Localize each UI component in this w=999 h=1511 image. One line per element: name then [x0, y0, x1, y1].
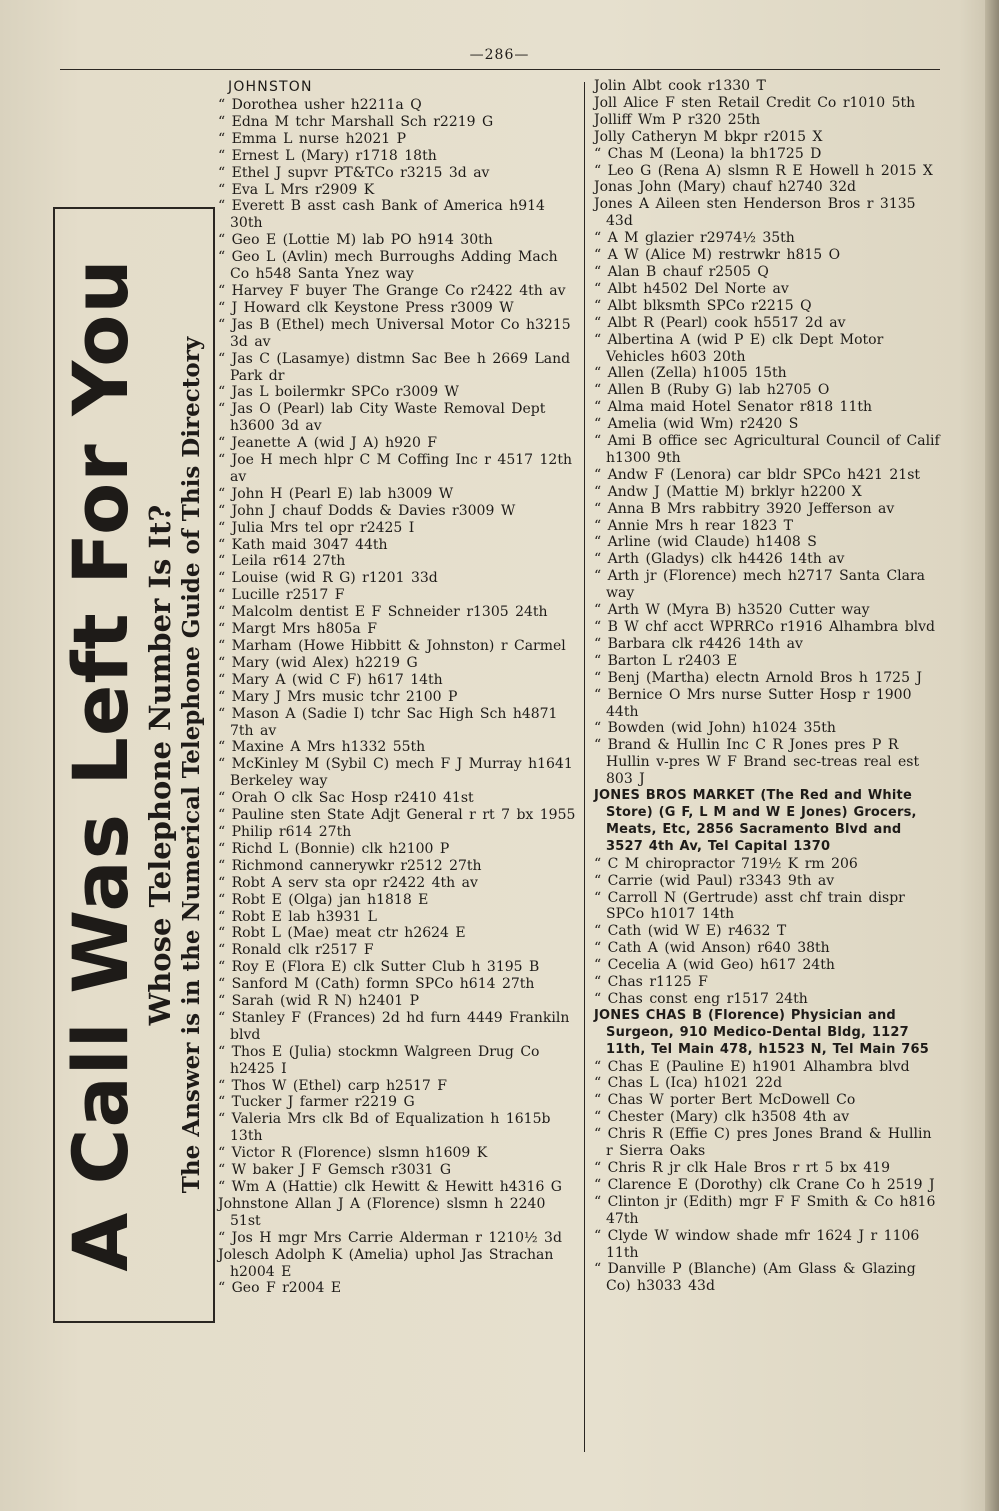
- directory-entry: “ Robt E (Olga) jan h1818 E: [218, 891, 429, 908]
- directory-entry: “ Cecelia A (wid Geo) h617 24th: [594, 957, 835, 974]
- directory-entry: “ Allen B (Ruby G) lab h2705 O: [594, 382, 830, 399]
- directory-entry: “ Mary J Mrs music tchr 2100 P: [218, 688, 458, 705]
- directory-entry: “ Roy E (Flora E) clk Sutter Club h 3195 B: [218, 959, 540, 976]
- directory-entry: “ Arline (wid Claude) h1408 S: [594, 534, 817, 551]
- directory-entry: “ Philip r614 27th: [218, 823, 352, 840]
- directory-entry: “ Mason A (Sadie I) tchr Sac High Sch h4871 7th av: [218, 705, 564, 739]
- directory-entry: “ Lucille r2517 F: [218, 587, 345, 604]
- directory-entry: “ Stanley F (Frances) 2d hd furn 4449 Frankiln blvd: [218, 1009, 576, 1043]
- directory-entry: “ Kath maid 3047 44th: [218, 536, 388, 553]
- ad-tagline: The Answer is in the Numerical Telephone Guide of This Directory: [178, 336, 205, 1194]
- left-column: [218, 78, 580, 1297]
- directory-entry: “ Robt L (Mae) meat ctr h2624 E: [218, 925, 466, 942]
- directory-entry: “ Chris R (Effie C) pres Jones Brand & Hullin r Sierra Oaks: [594, 1126, 938, 1160]
- directory-entry: “ Wm A (Hattie) clk Hewitt & Hewitt h4316 G: [218, 1179, 562, 1195]
- directory-entry: “ Jas C (Lasamye) distmn Sac Bee h 2669 Land Park dr: [218, 350, 577, 384]
- directory-entry: “ Robt E lab h3931 L: [218, 908, 377, 925]
- directory-entry: “ Ernest L (Mary) r1718 18th: [218, 147, 437, 164]
- directory-entry: “ Ronald clk r2517 F: [218, 942, 374, 959]
- directory-entry: “ Jas L boilermkr SPCo r3009 W: [218, 384, 459, 401]
- directory-entry: “ Leila r614 27th: [218, 553, 346, 570]
- directory-entry: “ Mary (wid Alex) h2219 G: [218, 654, 418, 671]
- directory-entry: “ Victor R (Florence) slsmn h1609 K: [218, 1145, 488, 1162]
- directory-entry: “ Jos H mgr Mrs Carrie Alderman r 1210½ 3d: [218, 1229, 562, 1246]
- directory-entry: Jolliff Wm P r320 25th: [594, 111, 761, 128]
- directory-entry: “ Albertina A (wid P E) clk Dept Motor Vehicles h603 20th: [594, 331, 890, 365]
- page-number: —286—: [469, 47, 530, 63]
- directory-entry: “ Barton L r2403 E: [594, 652, 738, 669]
- right-column: [594, 78, 947, 1295]
- directory-entry: “ Geo E (Lottie M) lab PO h914 30th: [218, 232, 493, 249]
- left-entry-list: [218, 97, 580, 1297]
- surname-heading: JOHNSTON: [228, 79, 313, 95]
- directory-entry: “ Chas r1125 F: [594, 974, 708, 991]
- directory-entry: “ Richd L (Bonnie) clk h2100 P: [218, 840, 450, 857]
- directory-entry: “ Chas const eng r1517 24th: [594, 990, 808, 1007]
- directory-entry: “ Alma maid Hotel Senator r818 11th: [594, 399, 873, 416]
- directory-entry: “ Julia Mrs tel opr r2425 I: [218, 519, 415, 536]
- directory-entry: “ B W chf acct WPRRCo r1916 Alhambra blvd: [594, 619, 936, 635]
- directory-entry: “ Valeria Mrs clk Bd of Equalization h 1615b 13th: [218, 1111, 557, 1145]
- directory-entry: Johnstone Allan J A (Florence) slsmn h 2240 51st: [218, 1195, 552, 1229]
- advertisement-text: [56, 220, 209, 1310]
- directory-entry: “ John H (Pearl E) lab h3009 W: [218, 485, 454, 502]
- directory-entry: Joll Alice F sten Retail Credit Co r1010 5th: [594, 94, 916, 111]
- directory-entry: “ Brand & Hullin Inc C R Jones pres P R Hullin v-pres W F Brand sec-treas real est 803 J: [594, 737, 926, 788]
- directory-entry: “ Mary A (wid C F) h617 14th: [218, 671, 443, 688]
- directory-entry: Jonas John (Mary) chauf h2740 32d: [594, 179, 856, 196]
- directory-entry: “ Benj (Martha) electn Arnold Bros h 1725 J: [594, 669, 923, 686]
- directory-entry: “ Sanford M (Cath) formn SPCo h614 27th: [218, 976, 535, 993]
- directory-entry: “ Louise (wid R G) r1201 33d: [218, 570, 438, 587]
- directory-entry: “ Malcolm dentist E F Schneider r1305 24th: [218, 604, 548, 621]
- directory-entry: “ Edna M tchr Marshall Sch r2219 G: [218, 113, 494, 130]
- directory-entry: “ Alan B chauf r2505 Q: [594, 263, 769, 280]
- directory-entry: “ Clinton jr (Edith) mgr F F Smith & Co h816 47th: [594, 1193, 942, 1227]
- directory-entry: “ Albt R (Pearl) cook h5517 2d av: [594, 314, 846, 331]
- directory-entry: “ Leo G (Rena A) slsmn R E Howell h 2015 X: [594, 162, 933, 179]
- directory-entry: “ Carrie (wid Paul) r3343 9th av: [594, 872, 835, 889]
- directory-entry: “ McKinley M (Sybil C) mech F J Murray h1641 Berkeley way: [218, 756, 580, 790]
- directory-entry: “ Sarah (wid R N) h2401 P: [218, 993, 420, 1010]
- directory-entry: “ Andw F (Lenora) car bldr SPCo h421 21st: [594, 466, 921, 483]
- directory-entry: “ Chas E (Pauline E) h1901 Alhambra blvd: [594, 1058, 910, 1075]
- directory-entry: “ Thos E (Julia) stockmn Walgreen Drug Co h2425 I: [218, 1043, 546, 1077]
- directory-entry: “ Andw J (Mattie M) brklyr h2200 X: [594, 483, 862, 500]
- directory-entry: Jolly Catheryn M bkpr r2015 X: [594, 128, 823, 145]
- header-rule: [60, 69, 940, 70]
- directory-entry: “ A M glazier r2974½ 35th: [594, 230, 795, 247]
- directory-entry: “ Ethel J supvr PT&TCo r3215 3d av: [218, 164, 490, 181]
- directory-entry: “ Chester (Mary) clk h3508 4th av: [594, 1109, 850, 1126]
- page-edge: [985, 0, 999, 1511]
- directory-entry: “ Joe H mech hlpr C M Coffing Inc r 4517 12th av: [218, 452, 579, 485]
- directory-entry: “ Annie Mrs h rear 1823 T: [594, 517, 793, 534]
- directory-entry: “ Richmond cannerywkr r2512 27th: [218, 857, 482, 874]
- directory-entry: “ Geo F r2004 E: [218, 1280, 342, 1297]
- ad-headline: A Call Was Left For You: [56, 258, 145, 1272]
- directory-entry: “ Marham (Howe Hibbitt & Johnston) r Carmel: [218, 638, 566, 654]
- business-listing: JONES BROS MARKET (The Red and White Store) (G F, L M and W E Jones) Grocers, Meats, Etc, 2856 Sacramento Blvd and 3527 4th Av, Tel Capital 1370: [594, 788, 923, 854]
- directory-entry: “ Chris R jr clk Hale Bros r rt 5 bx 419: [594, 1160, 890, 1176]
- directory-entry: “ Tucker J farmer r2219 G: [218, 1094, 415, 1111]
- directory-entry: “ Pauline sten State Adjt General r rt 7 bx 1955: [218, 807, 576, 824]
- directory-entry: Jolin Albt cook r1330 T: [594, 78, 766, 94]
- directory-entry: “ Bowden (wid John) h1024 35th: [594, 720, 836, 737]
- directory-entry: “ Jas O (Pearl) lab City Waste Removal Dept h3600 3d av: [218, 401, 552, 435]
- directory-entry: “ Orah O clk Sac Hosp r2410 41st: [218, 790, 474, 807]
- directory-entry: “ W baker J F Gemsch r3031 G: [218, 1162, 452, 1179]
- directory-entry: “ C M chiropractor 719½ K rm 206: [594, 855, 858, 872]
- directory-entry: “ Arth (Gladys) clk h4426 14th av: [594, 551, 845, 568]
- directory-entry: “ Chas L (Ica) h1021 22d: [594, 1075, 783, 1092]
- directory-entry: “ Carroll N (Gertrude) asst chf train dispr SPCo h1017 14th: [594, 889, 912, 923]
- directory-entry: “ Albt h4502 Del Norte av: [594, 280, 789, 297]
- directory-entry: “ Chas W porter Bert McDowell Co: [594, 1092, 856, 1109]
- directory-entry: “ John J chauf Dodds & Davies r3009 W: [218, 502, 516, 519]
- directory-entry: “ Thos W (Ethel) carp h2517 F: [218, 1077, 447, 1094]
- directory-entry: “ Albt blksmth SPCo r2215 Q: [594, 297, 812, 314]
- directory-entry: “ A W (Alice M) restrwkr h815 O: [594, 247, 841, 264]
- directory-entry: “ Arth W (Myra B) h3520 Cutter way: [594, 602, 870, 619]
- directory-entry: “ Clarence E (Dorothy) clk Crane Co h 2519 J: [594, 1176, 935, 1193]
- directory-entry: “ Anna B Mrs rabbitry 3920 Jefferson av: [594, 500, 895, 517]
- directory-entry: “ Jeanette A (wid J A) h920 F: [218, 435, 438, 452]
- directory-entry: “ J Howard clk Keystone Press r3009 W: [218, 299, 514, 316]
- directory-entry: “ Emma L nurse h2021 P: [218, 130, 407, 147]
- advertisement-box: [53, 207, 215, 1323]
- directory-entry: “ Barbara clk r4426 14th av: [594, 635, 803, 652]
- right-entry-list: [594, 78, 947, 1295]
- directory-entry: “ Amelia (wid Wm) r2420 S: [594, 416, 799, 433]
- directory-entry: “ Cath A (wid Anson) r640 38th: [594, 940, 830, 957]
- directory-entry: “ Ami B office sec Agricultural Council of Calif h1300 9th: [594, 433, 947, 466]
- directory-entry: “ Eva L Mrs r2909 K: [218, 181, 375, 198]
- directory-entry: “ Danville P (Blanche) (Am Glass & Glazing Co) h3033 43d: [594, 1261, 923, 1295]
- directory-entry: “ Jas B (Ethel) mech Universal Motor Co h3215 3d av: [218, 316, 578, 350]
- business-listing: JONES CHAS B (Florence) Physician and Surgeon, 910 Medico-Dental Bldg, 1127 11th, Tel Main 478, h1523 N, Tel Main 765: [594, 1007, 930, 1057]
- directory-entry: “ Allen (Zella) h1005 15th: [594, 365, 787, 382]
- directory-entry: “ Harvey F buyer The Grange Co r2422 4th av: [218, 282, 566, 299]
- directory-entry: Jones A Aileen sten Henderson Bros r 3135 43d: [594, 196, 923, 230]
- directory-entry: “ Clyde W window shade mfr 1624 J r 1106 11th: [594, 1227, 926, 1261]
- directory-entry: “ Dorothea usher h2211a Q: [218, 97, 422, 113]
- directory-entry: “ Bernice O Mrs nurse Sutter Hosp r 1900 44th: [594, 686, 918, 720]
- ad-subline: Whose Telephone Number Is It?: [143, 504, 177, 1026]
- directory-entry: “ Robt A serv sta opr r2422 4th av: [218, 874, 478, 891]
- directory-entry: “ Arth jr (Florence) mech h2717 Santa Clara way: [594, 568, 932, 602]
- directory-entry: “ Chas M (Leona) la bh1725 D: [594, 145, 822, 162]
- column-divider: [584, 82, 585, 1452]
- directory-entry: Jolesch Adolph K (Amelia) uphol Jas Strachan h2004 E: [218, 1246, 560, 1280]
- directory-entry: “ Geo L (Avlin) mech Burroughs Adding Mach Co h548 Santa Ynez way: [218, 249, 565, 283]
- directory-entry: “ Everett B asst cash Bank of America h914 30th: [218, 198, 552, 232]
- directory-entry: “ Maxine A Mrs h1332 55th: [218, 739, 426, 756]
- directory-entry: “ Cath (wid W E) r4632 T: [594, 923, 787, 940]
- directory-entry: “ Margt Mrs h805a F: [218, 621, 377, 638]
